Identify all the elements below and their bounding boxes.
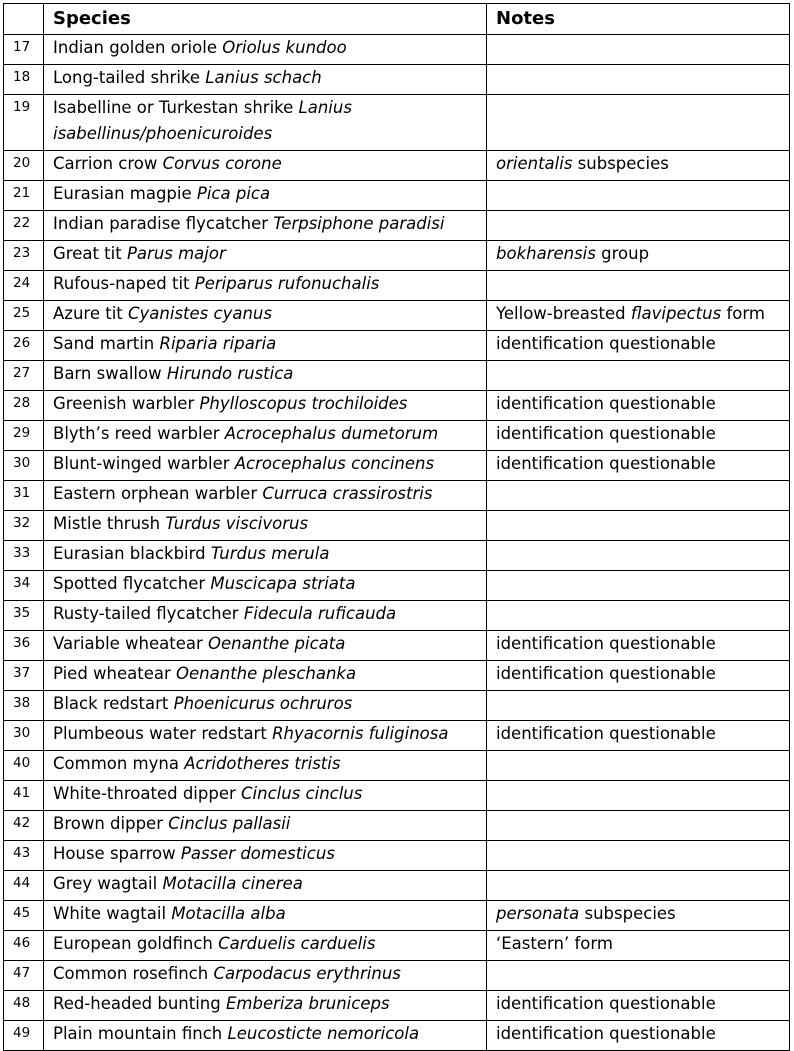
row-number: 36 xyxy=(4,631,44,661)
notes-cell xyxy=(487,871,790,901)
row-number: 21 xyxy=(4,181,44,211)
table-row xyxy=(4,961,790,991)
scientific-name: Carduelis carduelis xyxy=(218,934,376,953)
common-name: Variable wheatear xyxy=(53,634,203,653)
row-number: 40 xyxy=(4,751,44,781)
table-row xyxy=(4,691,790,721)
row-number: 49 xyxy=(4,1021,44,1051)
table-row xyxy=(4,391,790,421)
common-name: Brown dipper xyxy=(53,814,163,833)
notes-cell xyxy=(487,65,790,95)
scientific-name: Hirundo rustica xyxy=(166,364,294,383)
row-number: 37 xyxy=(4,661,44,691)
notes-cell xyxy=(487,601,790,631)
common-name: Sand martin xyxy=(53,334,155,353)
notes-cell xyxy=(487,571,790,601)
notes-text: ‘Eastern’ form xyxy=(496,934,613,953)
common-name: Blunt-winged warbler xyxy=(53,454,230,473)
species-cell xyxy=(44,1021,487,1051)
notes-text: identification questionable xyxy=(496,994,716,1013)
table-row xyxy=(4,571,790,601)
notes-cell xyxy=(487,511,790,541)
table-row xyxy=(4,661,790,691)
row-number: 29 xyxy=(4,421,44,451)
notes-cell xyxy=(487,541,790,571)
common-name: Mistle thrush xyxy=(53,514,161,533)
scientific-name: Cinclus pallasii xyxy=(168,814,291,833)
notes-text: identification questionable xyxy=(496,454,716,473)
species-cell xyxy=(44,841,487,871)
notes-cell xyxy=(487,211,790,241)
table-body xyxy=(4,35,790,1051)
scientific-name: Acrocephalus concinens xyxy=(234,454,435,473)
scientific-name: Oenanthe pleschanka xyxy=(176,664,357,683)
notes-cell xyxy=(487,35,790,65)
row-number: 34 xyxy=(4,571,44,601)
notes-cell xyxy=(487,991,790,1021)
notes-text: form xyxy=(721,304,765,323)
scientific-name: Terpsiphone paradisi xyxy=(273,214,445,233)
row-number: 32 xyxy=(4,511,44,541)
common-name: Pied wheatear xyxy=(53,664,171,683)
row-number: 45 xyxy=(4,901,44,931)
species-table xyxy=(3,3,790,1051)
table-row xyxy=(4,331,790,361)
table-row xyxy=(4,151,790,181)
notes-cell xyxy=(487,961,790,991)
scientific-name: Riparia riparia xyxy=(159,334,277,353)
table-row xyxy=(4,841,790,871)
species-cell xyxy=(44,181,487,211)
scientific-name: Acridotheres tristis xyxy=(184,754,341,773)
notes-cell xyxy=(487,95,790,151)
common-name: Plumbeous water redstart xyxy=(53,724,267,743)
header-num xyxy=(4,4,44,35)
common-name: Blyth’s reed warbler xyxy=(53,424,220,443)
species-cell xyxy=(44,361,487,391)
scientific-name: Corvus corone xyxy=(162,154,282,173)
notes-cell xyxy=(487,901,790,931)
common-name: Long-tailed shrike xyxy=(53,68,201,87)
notes-text: identification questionable xyxy=(496,634,716,653)
notes-text: identification questionable xyxy=(496,664,716,683)
common-name: Rusty-tailed flycatcher xyxy=(53,604,239,623)
notes-text: group xyxy=(595,244,650,263)
species-cell xyxy=(44,901,487,931)
common-name: European goldfinch xyxy=(53,934,213,953)
header-species: Species xyxy=(44,4,487,35)
common-name: Carrion crow xyxy=(53,154,158,173)
notes-cell xyxy=(487,931,790,961)
species-cell xyxy=(44,35,487,65)
scientific-name: Motacilla alba xyxy=(171,904,286,923)
table-row xyxy=(4,241,790,271)
scientific-name: Parus major xyxy=(126,244,226,263)
table-row xyxy=(4,1021,790,1051)
species-cell xyxy=(44,601,487,631)
table-row xyxy=(4,271,790,301)
scientific-name: Cyanistes cyanus xyxy=(128,304,272,323)
table-row xyxy=(4,451,790,481)
species-cell xyxy=(44,691,487,721)
table-row xyxy=(4,95,790,151)
scientific-name: Passer domesticus xyxy=(180,844,335,863)
notes-cell xyxy=(487,301,790,331)
row-number: 47 xyxy=(4,961,44,991)
row-number: 24 xyxy=(4,271,44,301)
notes-cell xyxy=(487,391,790,421)
notes-cell xyxy=(487,811,790,841)
row-number: 38 xyxy=(4,691,44,721)
common-name: Plain mountain finch xyxy=(53,1024,223,1043)
table-row xyxy=(4,751,790,781)
notes-cell xyxy=(487,361,790,391)
row-number: 19 xyxy=(4,95,44,151)
notes-cell xyxy=(487,481,790,511)
table-row xyxy=(4,511,790,541)
table-row xyxy=(4,421,790,451)
table-row xyxy=(4,871,790,901)
common-name: White-throated dipper xyxy=(53,784,236,803)
common-name: Red-headed bunting xyxy=(53,994,221,1013)
scientific-name: Phoenicurus ochruros xyxy=(173,694,353,713)
common-name: Eurasian magpie xyxy=(53,184,192,203)
scientific-name: Cinclus cinclus xyxy=(241,784,363,803)
table-row xyxy=(4,901,790,931)
notes-cell xyxy=(487,751,790,781)
scientific-name: Rhyacornis fuliginosa xyxy=(272,724,449,743)
scientific-name: Motacilla cinerea xyxy=(162,874,303,893)
scientific-name: Lanius schach xyxy=(205,68,322,87)
common-name: Great tit xyxy=(53,244,122,263)
scientific-name: Carpodacus erythrinus xyxy=(213,964,401,983)
notes-cell xyxy=(487,331,790,361)
table-row xyxy=(4,601,790,631)
row-number: 46 xyxy=(4,931,44,961)
notes-text: subspecies xyxy=(572,154,669,173)
row-number: 20 xyxy=(4,151,44,181)
notes-text: identification questionable xyxy=(496,334,716,353)
table-row xyxy=(4,541,790,571)
notes-cell xyxy=(487,841,790,871)
species-cell xyxy=(44,511,487,541)
common-name: Rufous-naped tit xyxy=(53,274,190,293)
row-number: 28 xyxy=(4,391,44,421)
row-number: 42 xyxy=(4,811,44,841)
table-row xyxy=(4,301,790,331)
table-row xyxy=(4,35,790,65)
scientific-name: Periparus rufonuchalis xyxy=(194,274,380,293)
scientific-name: Emberiza bruniceps xyxy=(226,994,390,1013)
common-name: Greenish warbler xyxy=(53,394,195,413)
row-number: 48 xyxy=(4,991,44,1021)
scientific-name: Turdus viscivorus xyxy=(165,514,309,533)
species-cell xyxy=(44,451,487,481)
notes-cell xyxy=(487,181,790,211)
common-name: Spotted flycatcher xyxy=(53,574,206,593)
row-number: 33 xyxy=(4,541,44,571)
common-name: White wagtail xyxy=(53,904,167,923)
row-number: 17 xyxy=(4,35,44,65)
species-cell xyxy=(44,541,487,571)
species-cell xyxy=(44,481,487,511)
table-row xyxy=(4,991,790,1021)
notes-cell xyxy=(487,421,790,451)
scientific-name: Fidecula ruficauda xyxy=(243,604,397,623)
table-row xyxy=(4,721,790,751)
species-cell xyxy=(44,241,487,271)
species-cell xyxy=(44,961,487,991)
header-notes: Notes xyxy=(487,4,790,35)
common-name: Azure tit xyxy=(53,304,123,323)
common-name: Grey wagtail xyxy=(53,874,158,893)
notes-text: identification questionable xyxy=(496,724,716,743)
row-number: 23 xyxy=(4,241,44,271)
row-number: 26 xyxy=(4,331,44,361)
table-row xyxy=(4,631,790,661)
species-cell xyxy=(44,811,487,841)
species-cell xyxy=(44,151,487,181)
species-cell xyxy=(44,571,487,601)
row-number: 43 xyxy=(4,841,44,871)
table-row xyxy=(4,361,790,391)
common-name: Eastern orphean warbler xyxy=(53,484,258,503)
notes-cell xyxy=(487,271,790,301)
species-cell xyxy=(44,721,487,751)
species-cell xyxy=(44,391,487,421)
scientific-name: Phylloscopus trochiloides xyxy=(199,394,408,413)
notes-cell xyxy=(487,241,790,271)
species-cell xyxy=(44,211,487,241)
species-cell xyxy=(44,631,487,661)
species-cell xyxy=(44,95,487,151)
table-row xyxy=(4,181,790,211)
common-name: Black redstart xyxy=(53,694,169,713)
notes-cell xyxy=(487,691,790,721)
notes-cell xyxy=(487,661,790,691)
common-name: Indian paradise flycatcher xyxy=(53,214,268,233)
scientific-name: Curruca crassirostris xyxy=(262,484,433,503)
scientific-name: Turdus merula xyxy=(210,544,330,563)
scientific-name: Lanius isabellinus/phoenicuroides xyxy=(53,98,352,143)
row-number: 30 xyxy=(4,721,44,751)
table-row xyxy=(4,931,790,961)
species-cell xyxy=(44,331,487,361)
row-number: 44 xyxy=(4,871,44,901)
notes-taxon: personata xyxy=(496,904,580,923)
species-cell xyxy=(44,271,487,301)
scientific-name: Leucosticte nemoricola xyxy=(227,1024,420,1043)
notes-taxon: orientalis xyxy=(496,154,573,173)
notes-cell xyxy=(487,451,790,481)
notes-cell xyxy=(487,1021,790,1051)
species-cell xyxy=(44,781,487,811)
common-name: Isabelline or Turkestan shrike xyxy=(53,98,294,117)
common-name: Common rosefinch xyxy=(53,964,209,983)
row-number: 31 xyxy=(4,481,44,511)
common-name: House sparrow xyxy=(53,844,176,863)
scientific-name: Muscicapa striata xyxy=(210,574,356,593)
row-number: 18 xyxy=(4,65,44,95)
table-row xyxy=(4,211,790,241)
notes-cell xyxy=(487,151,790,181)
species-cell xyxy=(44,661,487,691)
species-cell xyxy=(44,421,487,451)
scientific-name: Oenanthe picata xyxy=(208,634,346,653)
table-row xyxy=(4,481,790,511)
notes-text: identification questionable xyxy=(496,394,716,413)
species-cell xyxy=(44,751,487,781)
notes-cell xyxy=(487,631,790,661)
scientific-name: Oriolus kundoo xyxy=(222,38,347,57)
row-number: 22 xyxy=(4,211,44,241)
notes-taxon: flavipectus xyxy=(630,304,722,323)
common-name: Barn swallow xyxy=(53,364,162,383)
header-row xyxy=(4,4,790,35)
row-number: 41 xyxy=(4,781,44,811)
scientific-name: Acrocephalus dumetorum xyxy=(224,424,439,443)
notes-cell xyxy=(487,781,790,811)
species-cell xyxy=(44,301,487,331)
table-row xyxy=(4,65,790,95)
table-row xyxy=(4,811,790,841)
row-number: 27 xyxy=(4,361,44,391)
notes-taxon: bokharensis xyxy=(496,244,596,263)
notes-text: identification questionable xyxy=(496,1024,716,1043)
species-cell xyxy=(44,991,487,1021)
notes-cell xyxy=(487,721,790,751)
species-cell xyxy=(44,931,487,961)
notes-text: subspecies xyxy=(579,904,676,923)
scientific-name: Pica pica xyxy=(196,184,271,203)
species-cell xyxy=(44,871,487,901)
common-name: Indian golden oriole xyxy=(53,38,217,57)
species-cell xyxy=(44,65,487,95)
row-number: 35 xyxy=(4,601,44,631)
common-name: Common myna xyxy=(53,754,179,773)
notes-prefix: Yellow-breasted xyxy=(496,304,631,323)
notes-text: identification questionable xyxy=(496,424,716,443)
table-row xyxy=(4,781,790,811)
row-number: 25 xyxy=(4,301,44,331)
row-number: 30 xyxy=(4,451,44,481)
common-name: Eurasian blackbird xyxy=(53,544,206,563)
